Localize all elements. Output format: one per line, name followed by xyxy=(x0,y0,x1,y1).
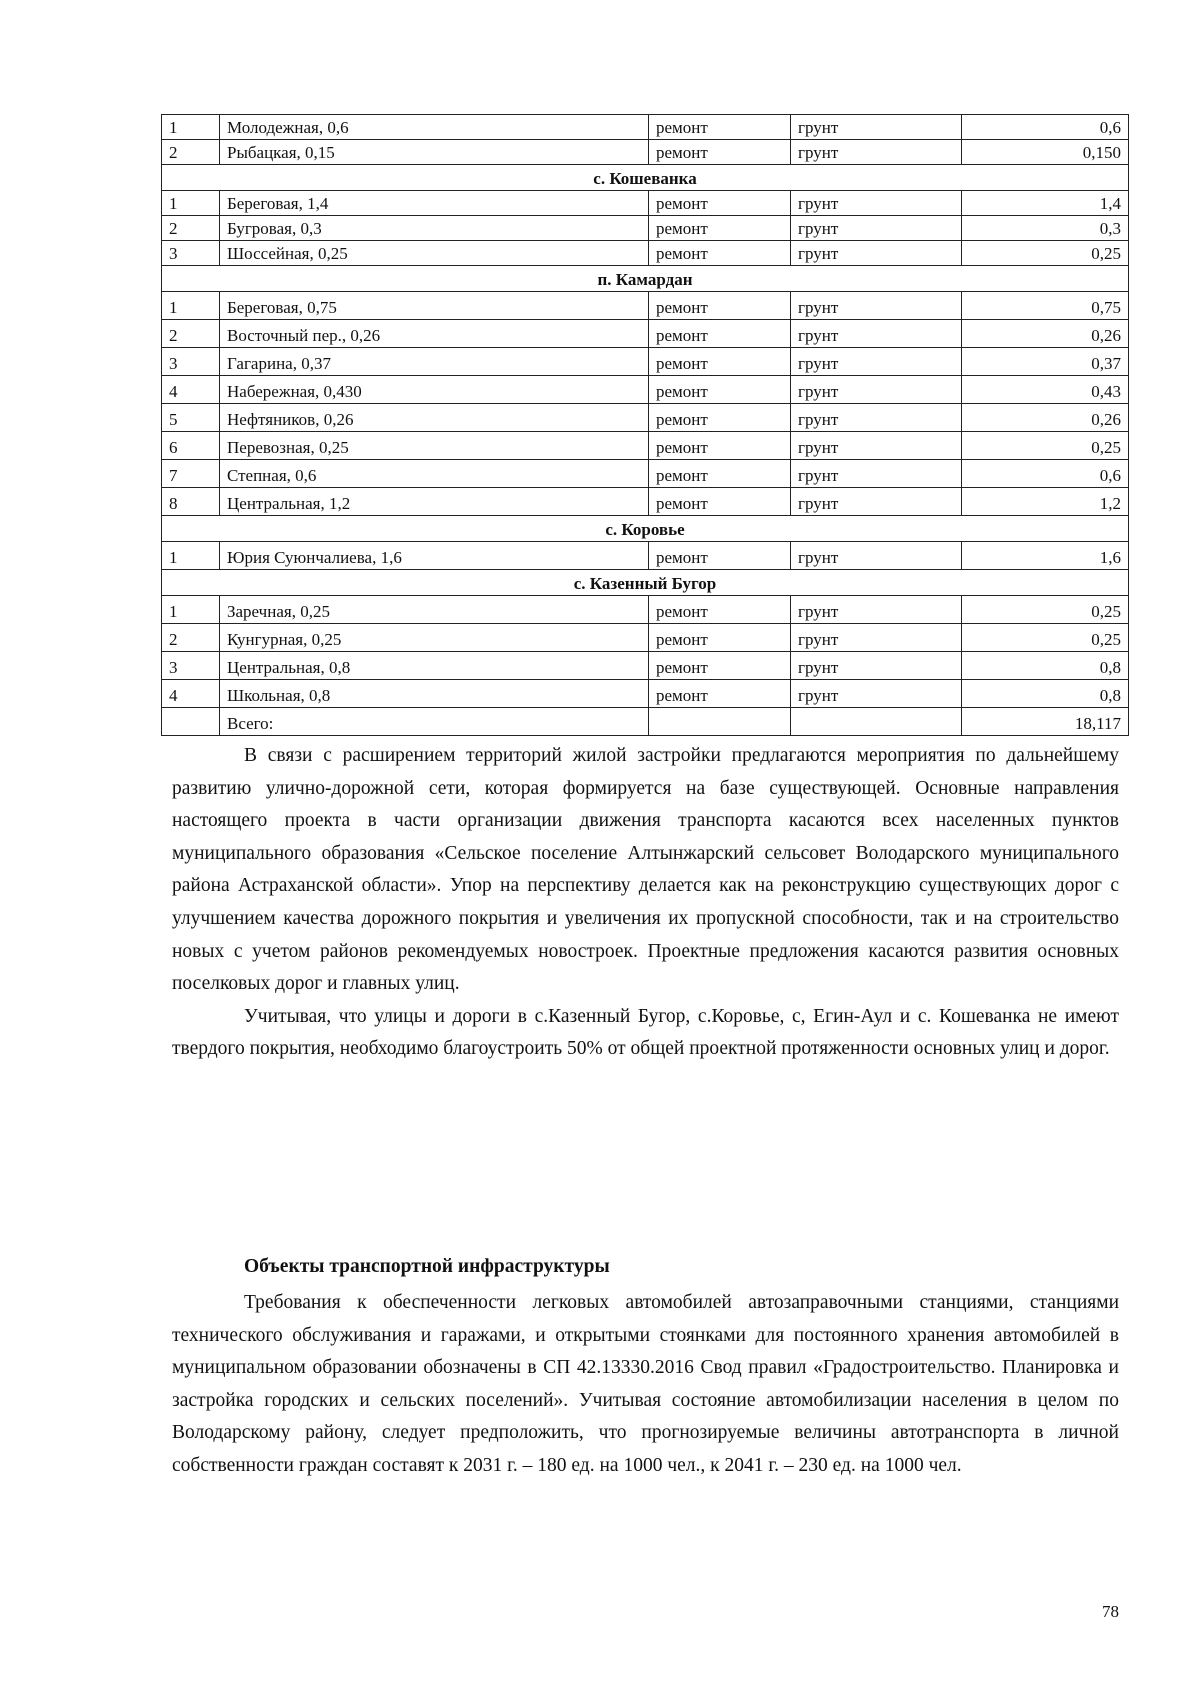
table-row xyxy=(162,596,1129,624)
surface-type: грунт xyxy=(791,376,962,404)
street-name: Бугровая, 0,3 xyxy=(220,216,649,241)
length-km: 0,25 xyxy=(962,624,1129,652)
table-row xyxy=(162,460,1129,488)
street-name: Береговая, 0,75 xyxy=(220,292,649,320)
table-row xyxy=(162,542,1129,570)
street-name: Набережная, 0,430 xyxy=(220,376,649,404)
row-number: 2 xyxy=(162,320,220,348)
length-km: 0,8 xyxy=(962,652,1129,680)
table-row xyxy=(162,624,1129,652)
street-name: Нефтяников, 0,26 xyxy=(220,404,649,432)
table-total-row xyxy=(162,708,1129,736)
row-number: 1 xyxy=(162,596,220,624)
length-km: 0,25 xyxy=(962,596,1129,624)
surface-type: грунт xyxy=(791,488,962,516)
length-km: 1,6 xyxy=(962,542,1129,570)
street-name: Восточный пер., 0,26 xyxy=(220,320,649,348)
surface-type xyxy=(791,708,962,736)
work-type: ремонт xyxy=(649,292,791,320)
length-km: 0,150 xyxy=(962,140,1129,165)
table-section-row xyxy=(162,516,1129,542)
length-km: 0,8 xyxy=(962,680,1129,708)
row-number: 3 xyxy=(162,652,220,680)
work-type: ремонт xyxy=(649,652,791,680)
work-type: ремонт xyxy=(649,596,791,624)
row-number: 8 xyxy=(162,488,220,516)
table-row xyxy=(162,241,1129,266)
length-km: 1,4 xyxy=(962,191,1129,216)
street-name: Рыбацкая, 0,15 xyxy=(220,140,649,165)
length-km: 0,6 xyxy=(962,115,1129,140)
street-name: Всего: xyxy=(220,708,649,736)
table-row xyxy=(162,292,1129,320)
work-type: ремонт xyxy=(649,376,791,404)
table-row xyxy=(162,376,1129,404)
roads-table xyxy=(161,114,1129,736)
row-number: 1 xyxy=(162,115,220,140)
section-heading: Объекты транспортной инфраструктуры xyxy=(244,1256,610,1277)
row-number: 1 xyxy=(162,542,220,570)
paragraph-transport-infrastructure: Требования к обеспеченности легковых автомобилей автозаправочными станциями, станциями технического обслуживания и гаражами, и открытыми стоянками для постоянного хранения автомобилей в муниципальном образовании обозначены в СП 42.13330.2016 Свод правил «Градостроительство. Планировка и застройка городских и сельских поселений». Учитывая состояние автомобилизации населения в целом по Володарскому району, следует предположить, что прогнозируемые величины автотранспорта в личной собственности граждан составят к 2031 г. – 180 ед. на 1000 чел., к 2041 г. – 230 ед. на 1000 чел. xyxy=(172,1292,1119,1476)
table-row xyxy=(162,680,1129,708)
work-type: ремонт xyxy=(649,404,791,432)
street-name: Перевозная, 0,25 xyxy=(220,432,649,460)
length-km: 0,25 xyxy=(962,432,1129,460)
length-km: 18,117 xyxy=(962,708,1129,736)
work-type: ремонт xyxy=(649,542,791,570)
work-type: ремонт xyxy=(649,680,791,708)
paragraph-street-network: В связи с расширением территорий жилой застройки предлагаются мероприятия по дальнейшему развитию улично-дорожной сети, которая формируется на базе существующей. Основные направления настоящего проекта в части организации движения транспорта касаются всех населенных пунктов муниципального образования «Сельское поселение Алтынжарский сельсовет Володарского муниципального района Астраханской области». Упор на перспективу делается как на реконструкцию существующих дорог с улучшением качества дорожного покрытия и увеличения их пропускной способности, так и на строительство новых с учетом районов рекомендуемых новостроек. Проектные предложения касаются развития основных поселковых дорог и главных улиц. xyxy=(172,745,1119,995)
roads-table-body xyxy=(162,115,1129,736)
table-row xyxy=(162,652,1129,680)
length-km: 0,75 xyxy=(962,292,1129,320)
table-row xyxy=(162,432,1129,460)
work-type xyxy=(649,708,791,736)
row-number: 1 xyxy=(162,292,220,320)
street-name: Степная, 0,6 xyxy=(220,460,649,488)
length-km: 0,43 xyxy=(962,376,1129,404)
table-section-row xyxy=(162,165,1129,191)
work-type: ремонт xyxy=(649,140,791,165)
surface-type: грунт xyxy=(791,624,962,652)
work-type: ремонт xyxy=(649,624,791,652)
row-number: 2 xyxy=(162,216,220,241)
row-number: 3 xyxy=(162,348,220,376)
surface-type: грунт xyxy=(791,320,962,348)
surface-type: грунт xyxy=(791,596,962,624)
table-section-row xyxy=(162,570,1129,596)
table-row xyxy=(162,115,1129,140)
table-row xyxy=(162,140,1129,165)
street-name: Юрия Суюнчалиева, 1,6 xyxy=(220,542,649,570)
street-name: Центральная, 1,2 xyxy=(220,488,649,516)
street-name: Гагарина, 0,37 xyxy=(220,348,649,376)
row-number: 3 xyxy=(162,241,220,266)
table-row xyxy=(162,488,1129,516)
row-number: 7 xyxy=(162,460,220,488)
surface-type: грунт xyxy=(791,115,962,140)
work-type: ремонт xyxy=(649,432,791,460)
section-title: с. Казенный Бугор xyxy=(162,570,1129,596)
work-type: ремонт xyxy=(649,488,791,516)
section-title: с. Коровье xyxy=(162,516,1129,542)
work-type: ремонт xyxy=(649,348,791,376)
table-section-row xyxy=(162,266,1129,292)
table-row xyxy=(162,404,1129,432)
row-number: 2 xyxy=(162,624,220,652)
surface-type: грунт xyxy=(791,680,962,708)
work-type: ремонт xyxy=(649,460,791,488)
section-title: с. Кошеванка xyxy=(162,165,1129,191)
table-row xyxy=(162,320,1129,348)
row-number: 4 xyxy=(162,680,220,708)
paragraph-road-surface: Учитывая, что улицы и дороги в с.Казенный Бугор, с.Коровье, с, Егин-Аул и с. Кошеванка не имеют твердого покрытия, необходимо благоустроить 50% от общей проектной протяженности основных улиц и дорог. xyxy=(172,1005,1119,1060)
table-row xyxy=(162,216,1129,241)
surface-type: грунт xyxy=(791,216,962,241)
length-km: 0,6 xyxy=(962,460,1129,488)
row-number: 5 xyxy=(162,404,220,432)
work-type: ремонт xyxy=(649,115,791,140)
work-type: ремонт xyxy=(649,320,791,348)
table-row xyxy=(162,191,1129,216)
surface-type: грунт xyxy=(791,292,962,320)
street-name: Молодежная, 0,6 xyxy=(220,115,649,140)
work-type: ремонт xyxy=(649,216,791,241)
street-name: Центральная, 0,8 xyxy=(220,652,649,680)
row-number: 4 xyxy=(162,376,220,404)
surface-type: грунт xyxy=(791,432,962,460)
length-km: 0,26 xyxy=(962,404,1129,432)
body-text-top xyxy=(172,740,1119,1066)
surface-type: грунт xyxy=(791,241,962,266)
street-name: Школьная, 0,8 xyxy=(220,680,649,708)
row-number: 2 xyxy=(162,140,220,165)
length-km: 0,25 xyxy=(962,241,1129,266)
surface-type: грунт xyxy=(791,348,962,376)
page-number: 78 xyxy=(1102,1602,1119,1621)
section-title: п. Камардан xyxy=(162,266,1129,292)
street-name: Береговая, 1,4 xyxy=(220,191,649,216)
length-km: 1,2 xyxy=(962,488,1129,516)
row-number: 6 xyxy=(162,432,220,460)
row-number: 1 xyxy=(162,191,220,216)
surface-type: грунт xyxy=(791,140,962,165)
surface-type: грунт xyxy=(791,404,962,432)
row-number xyxy=(162,708,220,736)
street-name: Шоссейная, 0,25 xyxy=(220,241,649,266)
work-type: ремонт xyxy=(649,241,791,266)
body-text-bottom xyxy=(172,1287,1119,1483)
surface-type: грунт xyxy=(791,191,962,216)
street-name: Заречная, 0,25 xyxy=(220,596,649,624)
work-type: ремонт xyxy=(649,191,791,216)
surface-type: грунт xyxy=(791,460,962,488)
surface-type: грунт xyxy=(791,542,962,570)
street-name: Кунгурная, 0,25 xyxy=(220,624,649,652)
table-row xyxy=(162,348,1129,376)
length-km: 0,37 xyxy=(962,348,1129,376)
surface-type: грунт xyxy=(791,652,962,680)
length-km: 0,3 xyxy=(962,216,1129,241)
length-km: 0,26 xyxy=(962,320,1129,348)
